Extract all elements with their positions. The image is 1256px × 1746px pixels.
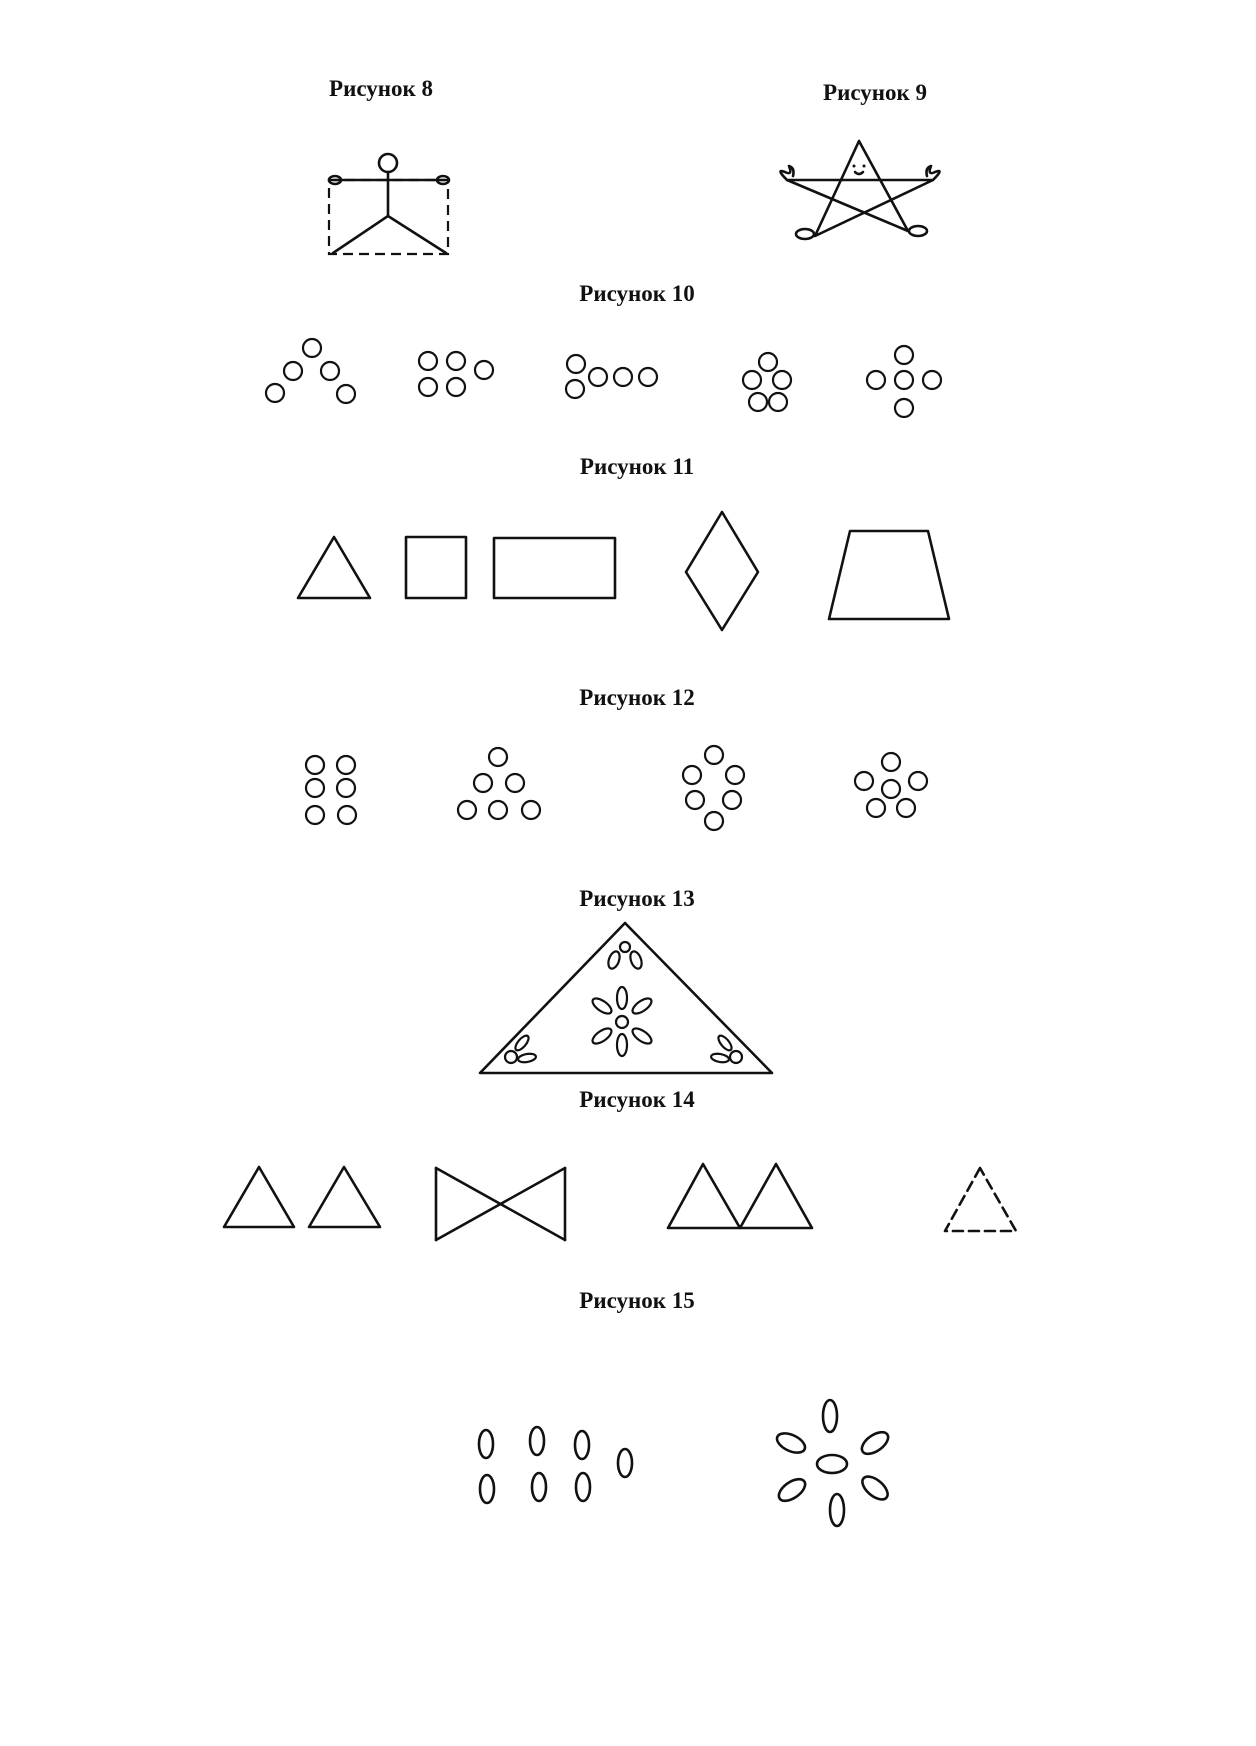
- caption-figure-8: Рисунок 8: [329, 76, 433, 101]
- caption-figure-12: Рисунок 12: [579, 685, 695, 710]
- circle-group-ring: [683, 746, 744, 830]
- rhombus-shape: [686, 512, 758, 630]
- flower-ornament-center: [590, 987, 654, 1056]
- triangle-shape: [298, 537, 370, 598]
- trapezoid-shape: [829, 531, 949, 619]
- caption-figure-10: Рисунок 10: [579, 281, 695, 306]
- figure-15-ovals: [479, 1400, 892, 1526]
- caption-figure-11: Рисунок 11: [579, 454, 695, 479]
- flower-ornament-left: [505, 1034, 537, 1064]
- joined-triangles: [668, 1164, 812, 1228]
- circle-group-pyramid: [458, 748, 540, 819]
- caption-figure-14: Рисунок 14: [579, 1087, 695, 1112]
- figure-12-circle-groups: [306, 746, 927, 830]
- circle-group-flower: [855, 753, 927, 817]
- figure-14-shapes: [224, 1164, 1016, 1240]
- two-triangles: [224, 1167, 380, 1227]
- circle-group-cross: [867, 346, 941, 417]
- figure-13-ornament-triangle: [480, 923, 772, 1073]
- oval-flower: [774, 1400, 892, 1526]
- flower-ornament-top: [606, 942, 644, 970]
- figure-11-shapes: [298, 512, 949, 630]
- circle-group-cluster: [743, 353, 791, 411]
- rectangle-shape: [494, 538, 615, 598]
- circle-group-square: [419, 352, 493, 396]
- dashed-triangle: [945, 1168, 1016, 1231]
- figure-9-smiling-star: [780, 141, 939, 239]
- figure-8-stick-figure: [329, 154, 449, 254]
- caption-figure-9: Рисунок 9: [823, 80, 927, 105]
- bowtie-shape: [436, 1168, 565, 1240]
- caption-figure-15: Рисунок 15: [579, 1288, 695, 1313]
- figure-10-circle-groups: [266, 339, 941, 417]
- circle-group-2x3: [306, 756, 356, 824]
- oval-rows: [479, 1427, 632, 1503]
- circle-group-triangle: [266, 339, 355, 403]
- caption-figure-13: Рисунок 13: [579, 886, 695, 911]
- circle-group-line: [566, 355, 657, 398]
- square-shape: [406, 537, 466, 598]
